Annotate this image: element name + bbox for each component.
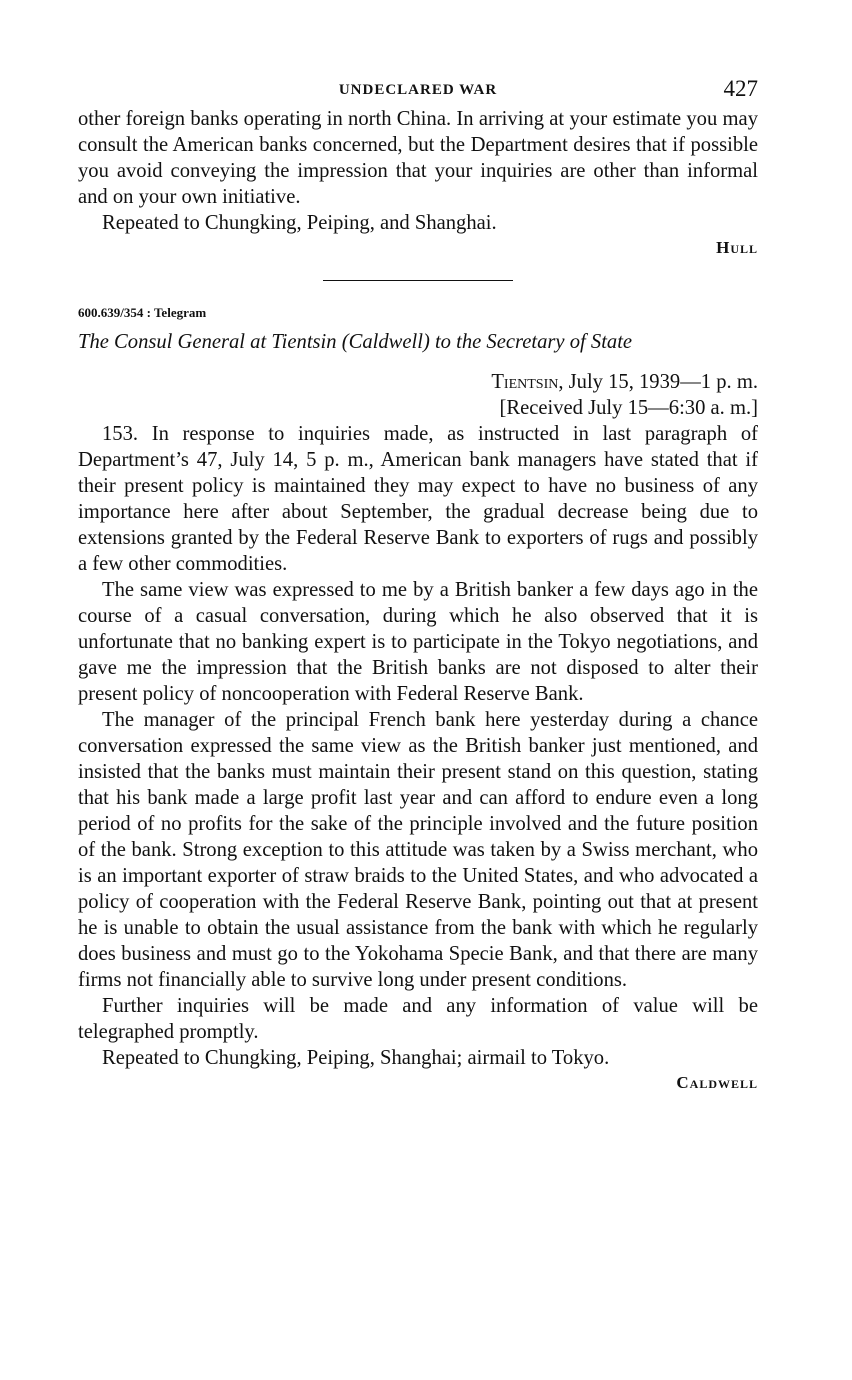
- previous-document-end: [78, 106, 758, 260]
- repeated-note: Repeated to Chungking, Peiping, and Shanghai.: [102, 212, 497, 234]
- body-paragraph: The same view was expressed to me by a British banker a few days ago in the course of a casual conversation, during which he also observed that it is unfortunate that no banking expert is to participate in the Tokyo negotiations, and gave me the impression that the British banks are not disposed to alter their present policy of noncooperation with Federal Reserve Bank.: [78, 579, 758, 705]
- document-title: The Consul General at Tientsin (Caldwell) to the Secretary of State: [78, 331, 633, 353]
- section-divider: [323, 280, 513, 281]
- dateline-place: Tientsin: [491, 371, 559, 393]
- dateline: [78, 369, 758, 395]
- signature-caldwell: Caldwell: [676, 1073, 758, 1092]
- document-page: [78, 76, 758, 1095]
- page-number: 427: [723, 76, 758, 101]
- telegram-document: [78, 305, 758, 1095]
- running-head: UNDECLARED WAR: [338, 82, 498, 98]
- body-paragraph: Repeated to Chungking, Peiping, Shanghai; airmail to Tokyo.: [102, 1047, 610, 1069]
- dateline-date: , July 15, 1939—1 p. m.: [558, 371, 758, 393]
- body-paragraph: Further inquiries will be made and any information of value will be telegraphed promptly.: [78, 995, 758, 1043]
- received-line: [Received July 15—6:30 a. m.]: [499, 397, 758, 419]
- page-header: [78, 76, 758, 106]
- body-paragraph: 153. In response to inquiries made, as instructed in last paragraph of Department’s 47, July 14, 5 p. m., American bank managers have stated that if their present policy is maintained they may expect to have no business of any importance here after about September, the gradual decrease being due to extensions granted by the Federal Reserve Bank to exporters of rugs and possibly a few other commodities.: [78, 423, 758, 575]
- signature-hull: Hull: [716, 238, 758, 257]
- continuation-paragraph: other foreign banks operating in north China. In arriving at your estimate you may consult the American banks concerned, but the Department desires that if possible you avoid conveying the impression that your inquiries are other than informal and on your own initiative.: [78, 108, 758, 208]
- document-reference: 600.639/354 : Telegram: [78, 305, 207, 320]
- body-paragraph: The manager of the principal French bank here yesterday during a chance conversation expressed the same view as the British banker just mentioned, and insisted that the banks must maintain their present stand on this question, stating that his bank made a large profit last year and can afford to endure even a long period of no profits for the sake of the principle involved and the future position of the bank. Strong exception to this attitude was taken by a Swiss merchant, who is an important exporter of straw braids to the United States, and who advocated a policy of cooperation with the Federal Reserve Bank, pointing out that at present he is unable to obtain the usual assistance from the bank with which he regularly does business and must go to the Yokohama Specie Bank, and that there are many firms not financially able to survive long under present conditions.: [78, 709, 758, 991]
